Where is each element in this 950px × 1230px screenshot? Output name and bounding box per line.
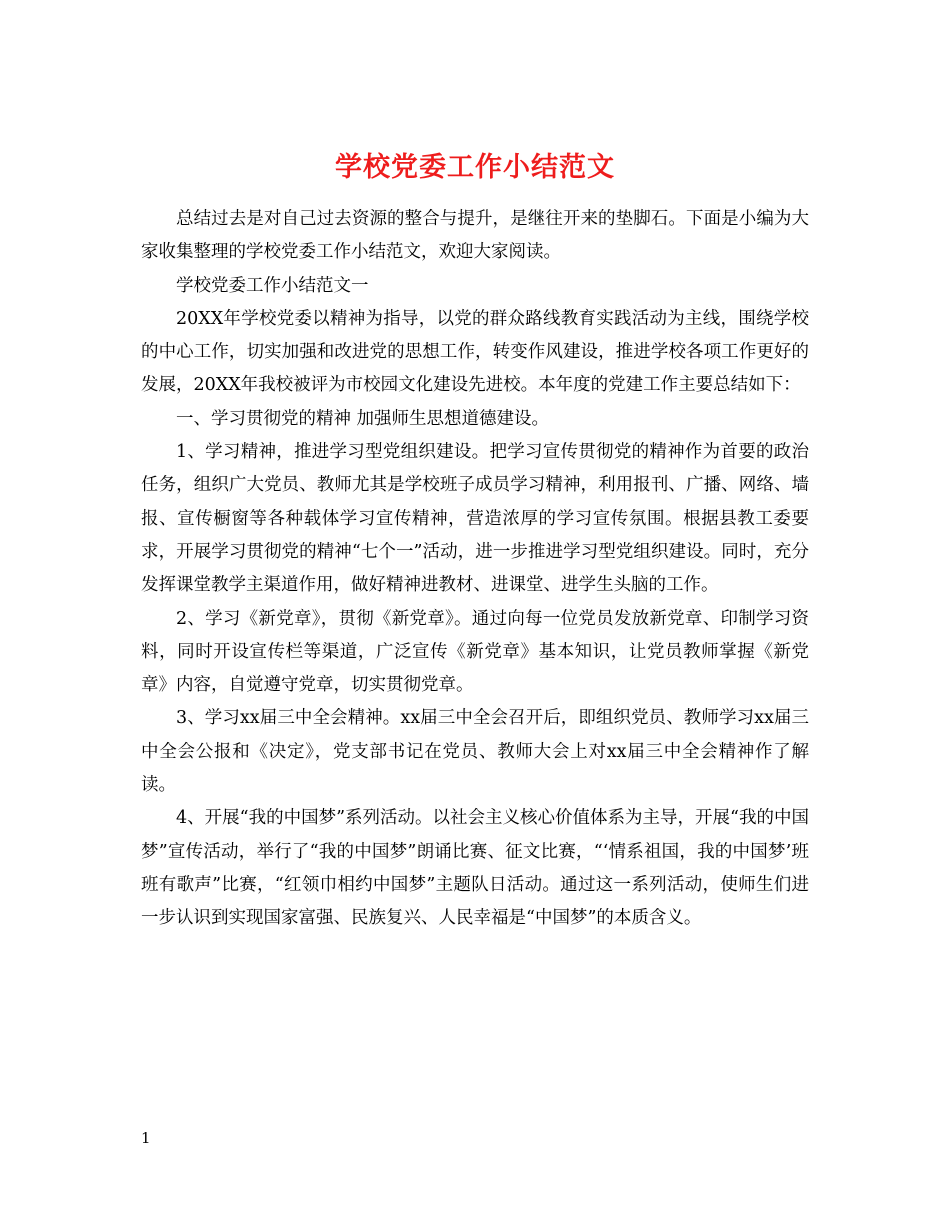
body-paragraph: 2、学习《新党章》，贯彻《新党章》。通过向每一位党员发放新党章、印制学习资料，同时开设宣传栏等渠道，广泛宣传《新党章》基本知识，让党员教师掌握《新党章》内容，自觉遵守党章，切实贯彻党章。 xyxy=(141,608,809,696)
document-body xyxy=(141,203,809,936)
page-number: 1 xyxy=(141,1129,151,1147)
body-paragraph: 1、学习精神，推进学习型党组织建设。把学习宣传贯彻党的精神作为首要的政治任务，组织广大党员、教师尤其是学校班子成员学习精神，利用报刊、广播、网络、墙报、宣传橱窗等各种载体学习宣传精神，营造浓厚的学习宣传氛围。根据县教工委要求，开展学习贯彻党的精神“七个一”活动，进一步推进学习型党组织建设。同时，充分发挥课堂教学主渠道作用，做好精神进教材、进课堂、进学生头脑的工作。 xyxy=(141,442,809,596)
body-paragraph: 4、开展“我的中国梦”系列活动。以社会主义核心价值体系为主导，开展“我的中国梦”宣传活动，举行了“我的中国梦”朗诵比赛、征文比赛，“‘情系祖国，我的中国梦’班班有歌声”比赛，“红领巾相约中国梦”主题队日活动。通过这一系列活动，使师生们进一步认识到实现国家富强、民族复兴、人民幸福是“中国梦”的本质含义。 xyxy=(141,808,809,929)
body-paragraph: 3、学习xx届三中全会精神。xx届三中全会召开后，即组织党员、教师学习xx届三中全会公报和《决定》，党支部书记在党员、教师大会上对xx届三中全会精神作了解读。 xyxy=(141,708,809,796)
body-paragraph: 20XX年学校党委以精神为指导，以党的群众路线教育实践活动为主线，围绕学校的中心工作，切实加强和改进党的思想工作，转变作风建设，推进学校各项工作更好的发展，20XX年我校被评为市校园文化建设先进校。本年度的党建工作主要总结如下： xyxy=(141,308,809,396)
subsection-heading: 一、学习贯彻党的精神 加强师生思想道德建设。 xyxy=(176,408,550,429)
section-heading: 学校党委工作小结范文一 xyxy=(176,275,369,296)
intro-paragraph: 总结过去是对自己过去资源的整合与提升，是继往开来的垫脚石。下面是小编为大家收集整理的学校党委工作小结范文，欢迎大家阅读。 xyxy=(141,209,809,263)
document-title: 学校党委工作小结范文 xyxy=(335,152,615,184)
